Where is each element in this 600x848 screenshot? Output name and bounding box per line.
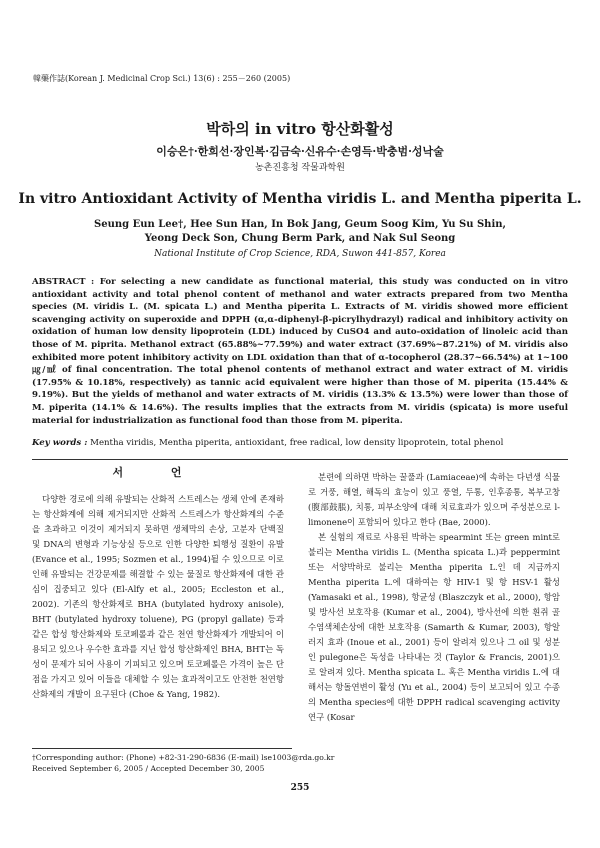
english-affiliation: National Institute of Crop Science, RDA, Suwon 441-857, Korea: [154, 249, 446, 259]
footnotes: [32, 752, 568, 774]
received-dates: Received September 6, 2005 / Accepted December 30, 2005: [32, 764, 265, 773]
english-authors: Seung Eun Lee†, Hee Sun Han, In Bok Jang, Geum Soog Kim, Yu Su Shin, Yeong Deck Son, Chung Berm Park, and Nak Sul Seong: [94, 219, 506, 244]
keywords: [32, 437, 568, 449]
abstract: ABSTRACT : For selecting a new candidate as functional material, this study was conducted on in vitro antioxidant activity and total phenol content of methanol and water extracts prepared from two Mentha species (M. viridis L. (M. spicata L.) and Mentha piperita L. Extracts of M. viridis showed more efficient scavenging activity on superoxide and DPPH (α,α-diphenyl-β-picrylhydrazyl) radical and inhibitory activity on oxidation of human low density lipoprotein (LDL) induced by CuSO4 and auto-oxidation of linoleic acid than those of M. piprita. Methanol extract (65.88%~77.59%) and water extract (37.69%~87.21%) of M. viridis also exhibited more potent inhibitory activity on LDL oxidation than that of α-tocopherol (28.37~66.54%) at 1~100 ㎍/㎖ of final concentration. The total phenol contents of methanol extract and water extract of M. viridis (17.95% & 10.18%, respectively) as tannic acid equivalent were higher than those of M. piperita (15.44% & 9.19%). But the yields of methanol and water extracts of M. viridis (13.3% & 13.5%) were lower than those of M. piperita (14.1% & 14.6%). The results implies that the extracts from M. viridis (spicata) is more useful material for industrialization as functional food than those from M. piperita.: [32, 277, 568, 426]
right-column: [308, 470, 560, 725]
section-divider: [32, 459, 568, 460]
corresponding-author: †Corresponding author: (Phone) +82-31-290-6836 (E-mail) lse1003@rda.go.kr: [32, 753, 335, 762]
keywords-text: Mentha viridis, Mentha piperita, antioxidant, free radical, low density lipoprotein, total phenol: [90, 438, 504, 448]
intro-paragraph: 다양한 경로에 의해 유발되는 산화적 스트레스는 생체 안에 존재하는 항산화계에 의해 제거되지만 산화적 스트레스가 항산화계의 수준을 초과하고 이것이 제거되지 못하면 생체막의 손상, 고분자 단백질 및 DNA의 변형과 기능상실 등으로 인한 다양한 퇴행성 질환이 유발 (Evance et al., 1995; Sozmen et al., 1994)될 수 있으므로 이로 인해 유발되는 건강문제를 해결할 수 있는 물질로 항산화제에 대한 관심이 집중되고 있다 (El-Alfy et al., 2005; Eccleston et al., 2002). 기존의 항산화제로 BHA (butylated hydroxy anisole), BHT (butylated hydroxy toluene), PG (propyl gallate) 등과 같은 합성 항산화제와 토코페롤과 같은 천연 항산화제가 개발되어 이용되고 있으나 우수한 효과를 지닌 합성 항산화제인 BHA, BHT는 독성이 문제가 되어 사용이 기피되고 있으며 토코페롤은 가격이 높은 단점을 가지고 있어 이들을 대체할 수 있는 효과적이고도 안전한 천연항산화제의 개발이 요구된다 (Choe & Yang, 1982).: [32, 494, 284, 699]
journal-header: 韓藥作誌(Korean J. Medicinal Crop Sci.) 13(6) : 255－260 (2005): [33, 74, 291, 83]
english-title: In vitro Antioxidant Activity of Mentha viridis L. and Mentha piperita L.: [18, 191, 582, 207]
section-heading: 서 언: [112, 466, 204, 479]
korean-title: 박하의 in vitro 항산화활성: [206, 120, 394, 138]
footnote-divider: [32, 748, 292, 749]
right-paragraph-1: 분련에 의하면 박하는 꿀풀과 (Lamiaceae)에 속하는 다년생 식물로 거풍, 해열, 해독의 효능이 있고 풍열, 두통, 인후종통, 복부고창 (腹部鼓脹), 치통, 피부소양에 대해 치료효과가 있으며 주성분으로 l-limonene이 포함되어 있다고 한다 (Bae, 2000).: [308, 472, 560, 527]
right-paragraph-2: 본 실험의 재료로 사용된 박하는 spearmint 또는 green mint로 불리는 Mentha viridis L. (Mentha spicata L.)과 peppermint 또는 서양박하로 불리는 Mentha piperita L.인 데 지금까지 Mentha piperita L.에 대하여는 항 HIV-1 및 항 HSV-1 활성 (Yamasaki et al., 1998), 항균성 (Blaszczyk et al., 2000), 항암 및 방사선 보호작용 (Kumar et al., 2004), 방사선에 의한 흰쥐 골수염색체손상에 대한 보호작용 (Samarth & Kumar, 2003), 항알러지 효과 (Inoue et al., 2001) 등이 알려져 있으나 그 oil 및 성분인 pulegone은 독성을 나타내는 것 (Taylor & Francis, 2001)으로 알려져 있다. Mentha spicata L. 혹은 Mentha viridis L.에 대해서는 항돌연변이 활성 (Yu et al., 2004) 등이 보고되어 있고 수종의 Mentha species에 대한 DPPH radical scavenging activity 연구 (Kosar: [308, 532, 560, 722]
korean-authors: 이승은†·한희선·장인복·김금숙·신유수·손영득·박충범·성낙술: [156, 145, 444, 158]
left-column: [32, 492, 284, 702]
keywords-label: Key words :: [32, 438, 88, 448]
korean-affiliation: 농촌진흥청 작물과학원: [255, 163, 345, 173]
page-number: 255: [290, 783, 310, 793]
